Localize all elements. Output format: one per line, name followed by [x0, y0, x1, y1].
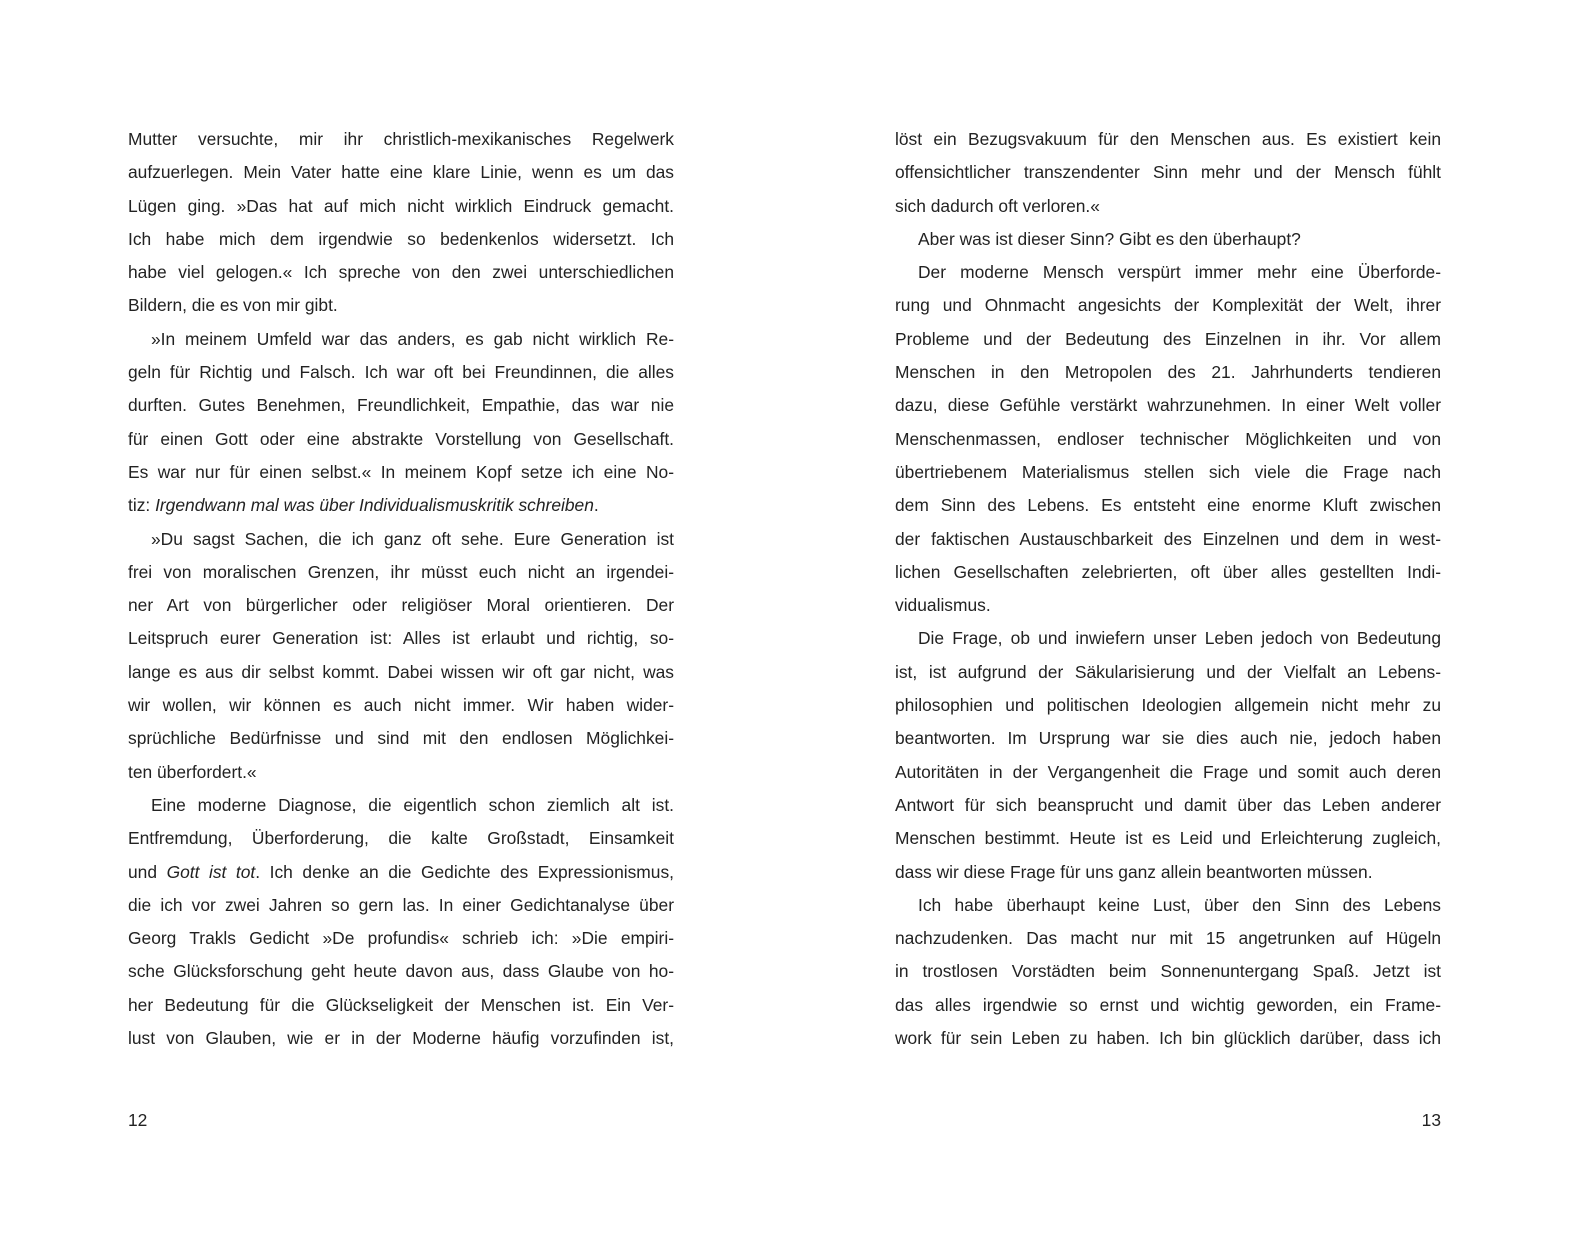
text-line	[128, 523, 674, 556]
text-line	[895, 955, 1441, 988]
text-run: übertriebenem Materialismus stellen sich viele die Frage nach	[895, 461, 1441, 482]
text-line	[128, 356, 674, 389]
text-run: Bildern, die es von mir gibt.	[128, 295, 338, 316]
text-run: der faktischen Austauschbarkeit des Einzelnen und dem in west-	[895, 528, 1441, 549]
text-line	[128, 822, 674, 855]
right-page-text	[895, 123, 1441, 1055]
text-run: ist, ist aufgrund der Säkularisierung und der Vielfalt an Lebens-	[895, 661, 1441, 682]
text-line	[895, 423, 1441, 456]
italic-text: Irgendwann mal was über Individualismuskritik schreiben	[155, 495, 594, 516]
italic-text: Gott ist tot	[166, 861, 256, 882]
text-line	[895, 756, 1441, 789]
text-line	[128, 256, 674, 289]
text-run: Probleme und der Bedeutung des Einzelnen in ihr. Vor allem	[895, 328, 1441, 349]
text-line	[895, 589, 1441, 622]
text-line	[128, 622, 674, 655]
text-run: löst ein Bezugsvakuum für den Menschen aus. Es existiert kein	[895, 129, 1441, 149]
text-run: Leitspruch eurer Generation ist: Alles ist erlaubt und richtig, so-	[128, 628, 674, 649]
text-run: lichen Gesellschaften zelebrierten, oft über alles gestellten Indi-	[895, 561, 1441, 582]
text-run: durften. Gutes Benehmen, Freundlichkeit, Empathie, das war nie	[128, 395, 674, 416]
text-line	[128, 756, 674, 789]
text-run: ner Art von bürgerlicher oder religiöser Moral orientieren. Der	[128, 595, 674, 616]
text-run: work für sein Leben zu haben. Ich bin glücklich darüber, dass ich	[895, 1028, 1441, 1049]
text-run: das alles irgendwie so ernst und wichtig geworden, ein Frame-	[895, 994, 1441, 1015]
text-line	[895, 656, 1441, 689]
left-page-text	[128, 123, 674, 1055]
text-run: ten überfordert.«	[128, 761, 257, 782]
text-line	[128, 223, 674, 256]
text-line	[895, 256, 1441, 289]
text-run: Aber was ist dieser Sinn? Gibt es den überhaupt?	[918, 228, 1301, 249]
paragraph	[128, 523, 674, 789]
text-run: Menschen in den Metropolen des 21. Jahrhunderts tendieren	[895, 362, 1441, 383]
text-run: sich dadurch oft verloren.«	[895, 195, 1100, 216]
text-run: Eine moderne Diagnose, die eigentlich schon ziemlich alt ist.	[151, 794, 674, 815]
paragraph	[128, 789, 674, 1055]
text-run: philosophien und politischen Ideologien allgemein nicht mehr zu	[895, 695, 1441, 716]
text-run: beantworten. Im Ursprung war sie dies auch nie, jedoch haben	[895, 728, 1441, 749]
text-run: Mutter versuchte, mir ihr christlich-mexikanisches Regelwerk	[128, 129, 674, 149]
text-run: frei von moralischen Grenzen, ihr müsst euch nicht an irgendei-	[128, 561, 674, 582]
text-run: lange es aus dir selbst kommt. Dabei wissen wir oft gar nicht, was	[128, 661, 674, 682]
text-run: die ich vor zwei Jahren so gern las. In einer Gedichtanalyse über	[128, 894, 674, 915]
text-run: Menschenmassen, endloser technischer Möglichkeiten und von	[895, 428, 1441, 449]
text-run: dazu, diese Gefühle verstärkt wahrzunehmen. In einer Welt voller	[895, 395, 1441, 416]
text-line	[128, 589, 674, 622]
text-run: her Bedeutung für die Glückseligkeit der Menschen ist. Ein Ver-	[128, 994, 674, 1015]
text-line	[128, 190, 674, 223]
text-line	[895, 856, 1441, 889]
text-run: geln für Richtig und Falsch. Ich war oft bei Freundinnen, die alles	[128, 362, 674, 383]
text-run: Der moderne Mensch verspürt immer mehr eine Überforde-	[918, 262, 1441, 283]
text-run: Autoritäten in der Vergangenheit die Frage und somit auch deren	[895, 761, 1441, 782]
text-run: rung und Ohnmacht angesichts der Komplexität der Welt, ihrer	[895, 295, 1441, 316]
text-run: Menschen bestimmt. Heute ist es Leid und Erleichterung zugleich,	[895, 828, 1441, 849]
text-line	[128, 989, 674, 1022]
text-run: Die Frage, ob und inwiefern unser Leben jedoch von Bedeutung	[918, 628, 1441, 649]
text-line	[895, 489, 1441, 522]
text-run: und	[128, 861, 167, 882]
text-run: . Ich denke an die Gedichte des Expressionismus,	[255, 861, 674, 882]
text-line	[128, 689, 674, 722]
text-line	[895, 922, 1441, 955]
text-run: »In meinem Umfeld war das anders, es gab nicht wirklich Re-	[151, 328, 674, 349]
text-line	[895, 789, 1441, 822]
text-run: Entfremdung, Überforderung, die kalte Großstadt, Einsamkeit	[128, 828, 674, 849]
text-line	[128, 156, 674, 189]
text-line	[895, 689, 1441, 722]
text-line	[895, 989, 1441, 1022]
text-run: in trostlosen Vorstädten beim Sonnenuntergang Spaß. Jetzt ist	[895, 961, 1441, 982]
text-line	[128, 889, 674, 922]
text-line	[128, 423, 674, 456]
text-run: tiz:	[128, 495, 156, 516]
text-run: Ich habe überhaupt keine Lust, über den Sinn des Lebens	[918, 894, 1441, 915]
text-run: lust von Glauben, wie er in der Moderne häufig vorzufinden ist,	[128, 1028, 674, 1049]
paragraph	[128, 123, 674, 323]
text-line	[128, 955, 674, 988]
text-run: für einen Gott oder eine abstrakte Vorstellung von Gesellschaft.	[128, 428, 674, 449]
text-run: vidualismus.	[895, 595, 991, 616]
text-line	[895, 523, 1441, 556]
paragraph	[128, 323, 674, 523]
text-run: sprüchliche Bedürfnisse und sind mit den endlosen Möglichkei-	[128, 728, 674, 749]
text-run: offensichtlicher transzendenter Sinn mehr und der Mensch fühlt	[895, 162, 1441, 183]
text-run: Georg Trakls Gedicht »De profundis« schrieb ich: »Die empiri-	[128, 928, 674, 949]
text-run: habe viel gelogen.« Ich spreche von den zwei unterschiedlichen	[128, 262, 674, 283]
text-line	[895, 556, 1441, 589]
text-line	[128, 489, 674, 522]
text-run: »Du sagst Sachen, die ich ganz oft sehe. Eure Generation ist	[151, 528, 674, 549]
text-line	[895, 389, 1441, 422]
text-run: aufzuerlegen. Mein Vater hatte eine klare Linie, wenn es um das	[128, 162, 674, 183]
paragraph	[895, 223, 1441, 256]
text-line	[895, 323, 1441, 356]
text-line	[895, 622, 1441, 655]
page-number-left: 12	[128, 1110, 148, 1130]
text-run: nachzudenken. Das macht nur mit 15 angetrunken auf Hügeln	[895, 928, 1441, 949]
text-line	[128, 123, 674, 156]
text-line	[895, 156, 1441, 189]
text-line	[128, 789, 674, 822]
text-run: Ich habe mich dem irgendwie so bedenkenlos widersetzt. Ich	[128, 228, 674, 249]
text-run: .	[593, 495, 599, 516]
text-run: Lügen ging. »Das hat auf mich nicht wirklich Eindruck gemacht.	[128, 195, 674, 216]
text-line	[128, 289, 674, 322]
text-line	[128, 656, 674, 689]
text-run: dem Sinn des Lebens. Es entsteht eine enorme Kluft zwischen	[895, 495, 1441, 516]
text-line	[895, 889, 1441, 922]
text-line	[895, 822, 1441, 855]
paragraph	[895, 622, 1441, 888]
text-line	[128, 922, 674, 955]
text-line	[895, 456, 1441, 489]
text-line	[895, 356, 1441, 389]
text-line	[128, 1022, 674, 1055]
text-run: Antwort für sich beansprucht und damit über das Leben anderer	[895, 794, 1441, 815]
paragraph	[895, 256, 1441, 622]
text-run: dass wir diese Frage für uns ganz allein beantworten müssen.	[895, 861, 1373, 882]
text-run: wir wollen, wir können es auch nicht immer. Wir haben wider-	[128, 695, 674, 716]
text-line	[128, 556, 674, 589]
text-line	[895, 1022, 1441, 1055]
text-run: sche Glücksforschung geht heute davon aus, dass Glaube von ho-	[128, 961, 674, 982]
text-line	[128, 722, 674, 755]
text-line	[128, 389, 674, 422]
text-line	[128, 456, 674, 489]
text-line	[895, 223, 1441, 256]
text-line	[895, 190, 1441, 223]
text-line	[128, 856, 674, 889]
paragraph	[895, 889, 1441, 1055]
text-line	[895, 123, 1441, 156]
text-line	[895, 722, 1441, 755]
text-line	[128, 323, 674, 356]
text-run: Es war nur für einen selbst.« In meinem Kopf setze ich eine No-	[128, 461, 674, 482]
page-number-right: 13	[1421, 1110, 1441, 1130]
paragraph	[895, 123, 1441, 223]
text-line	[895, 289, 1441, 322]
